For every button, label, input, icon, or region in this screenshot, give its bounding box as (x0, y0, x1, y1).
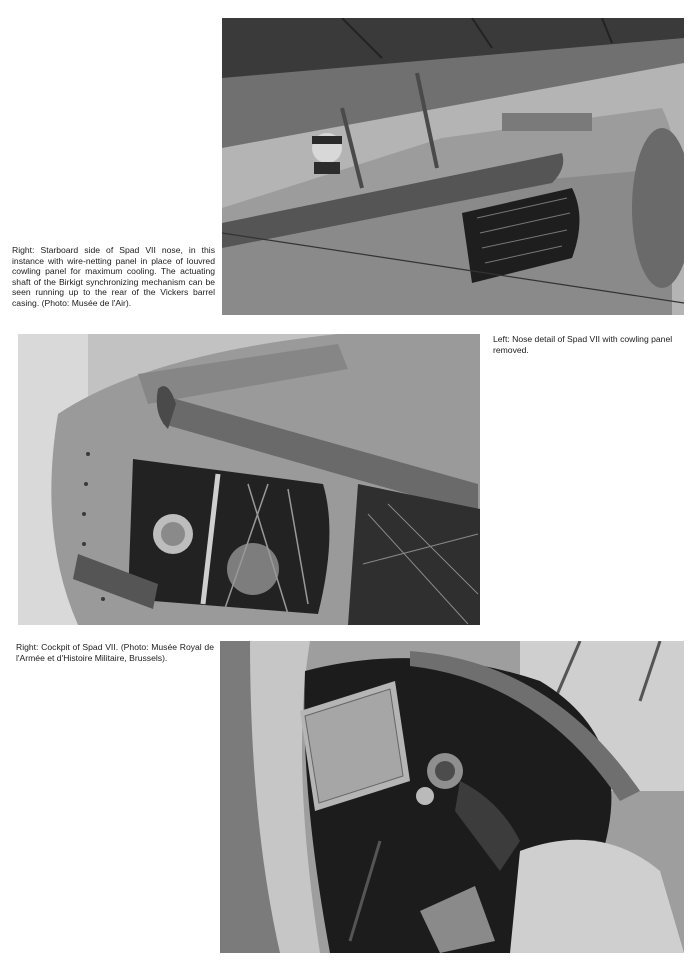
photo-starboard-nose-image (222, 18, 684, 315)
photo-nose-detail-image (18, 334, 480, 625)
caption-cockpit: Right: Cockpit of Spad VII. (Photo: Musée Royal de l'Armée et d'Histoire Militaire, Brussels). (16, 642, 214, 663)
caption-nose-detail: Left: Nose detail of Spad VII with cowling panel removed. (493, 334, 673, 355)
photo-cockpit (220, 641, 684, 953)
caption-starboard-nose: Right: Starboard side of Spad VII nose, in this instance with wire-netting panel in place of louvred cowling panel for maximum cooling. The actuating shaft of the Birkigt synchronizing mechanism can be seen running up to the rear of the Vickers barrel casing. (Photo: Musée de l'Air). (12, 245, 215, 308)
photo-nose-detail (18, 334, 480, 625)
photo-starboard-nose (222, 18, 684, 315)
photo-cockpit-image (220, 641, 684, 953)
